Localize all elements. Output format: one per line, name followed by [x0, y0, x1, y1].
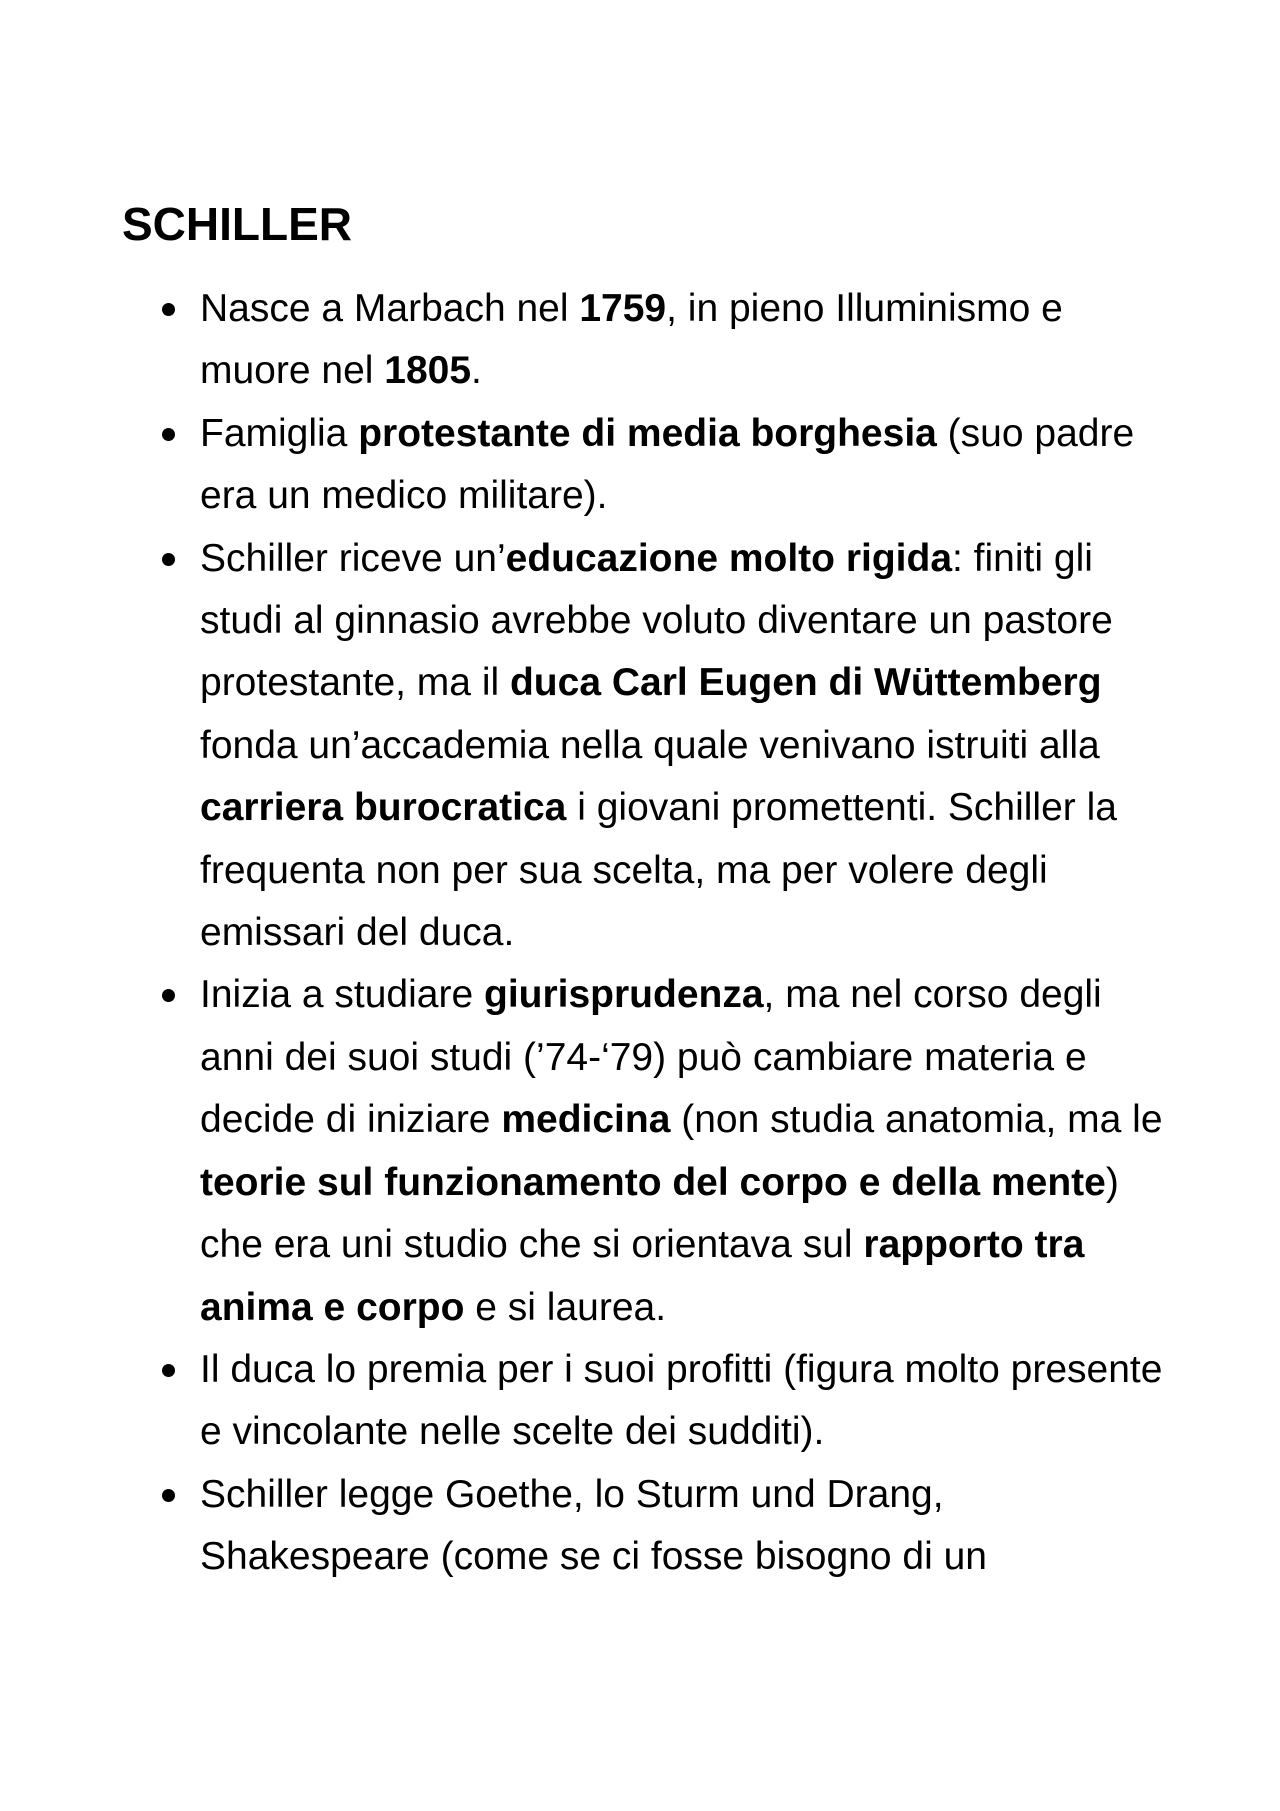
list-item [200, 528, 1180, 965]
text-run: , in pieno Illuminismo e muore nel [200, 287, 1063, 393]
document-title: SCHILLER [122, 198, 352, 250]
bold-text: duca Carl Eugen di Wüttemberg [509, 661, 1102, 705]
list-item [200, 1339, 1180, 1464]
bullet-dot-icon [162, 303, 175, 316]
list-item [200, 964, 1180, 1338]
text-run: Famiglia [200, 411, 359, 455]
bold-text: rapporto tra anima e corpo [200, 1223, 1085, 1329]
bold-text: carriera burocratica [200, 786, 567, 830]
text-run: . [471, 349, 482, 393]
bold-text: 1759 [579, 287, 667, 330]
list-item [200, 1464, 1180, 1589]
text-run: ) che era uni studio che si orientava sul [200, 1160, 1119, 1267]
bold-text: giurisprudenza [484, 973, 764, 1017]
text-run: i giovani promettenti. Schiller la frequenta non per sua scelta, ma per volere degli emissari del duca. [200, 786, 1117, 955]
bold-text: protestante di media borghesia [358, 411, 937, 455]
bullet-dot-icon [162, 1489, 175, 1502]
list-item [200, 403, 1180, 528]
bold-text: educazione molto rigida [505, 536, 953, 580]
bullet-dot-icon [162, 428, 175, 441]
text-run: Inizia a studiare [200, 973, 484, 1017]
bullet-dot-icon [162, 989, 175, 1002]
text-run: Il duca lo premia per i suoi profitti (figura molto presente e vincolante nelle scelte dei sudditi). [200, 1347, 1163, 1454]
text-run: fonda un’accademia nella quale venivano istruiti alla [200, 723, 1100, 767]
bullet-list [200, 278, 1180, 1589]
bold-text: teorie sul funzionamento del corpo e della mente [200, 1160, 1106, 1204]
text-run: , ma nel corso degli anni dei suoi studi (’74-‘79) può cambiare materia e decide di iniziare [200, 973, 1102, 1142]
text-run: Schiller riceve un’ [200, 536, 506, 580]
text-run: Schiller legge Goethe, lo Sturm und Drang, Shakespeare (come se ci fosse bisogno di un [200, 1472, 987, 1579]
bold-text: medicina [501, 1098, 671, 1142]
bullet-dot-icon [162, 553, 175, 566]
bullet-dot-icon [162, 1364, 175, 1377]
text-run: (non studia anatomia, ma le [670, 1098, 1163, 1142]
text-run: Nasce a Marbach nel [200, 287, 580, 330]
text-run: (suo padre era un medico militare). [200, 411, 1135, 518]
bold-text: 1805 [384, 349, 472, 393]
text-run: : finiti gli studi al ginnasio avrebbe voluto diventare un pastore protestante, ma il [200, 536, 1113, 705]
list-item [200, 278, 1180, 403]
text-run: e si laurea. [464, 1285, 667, 1329]
